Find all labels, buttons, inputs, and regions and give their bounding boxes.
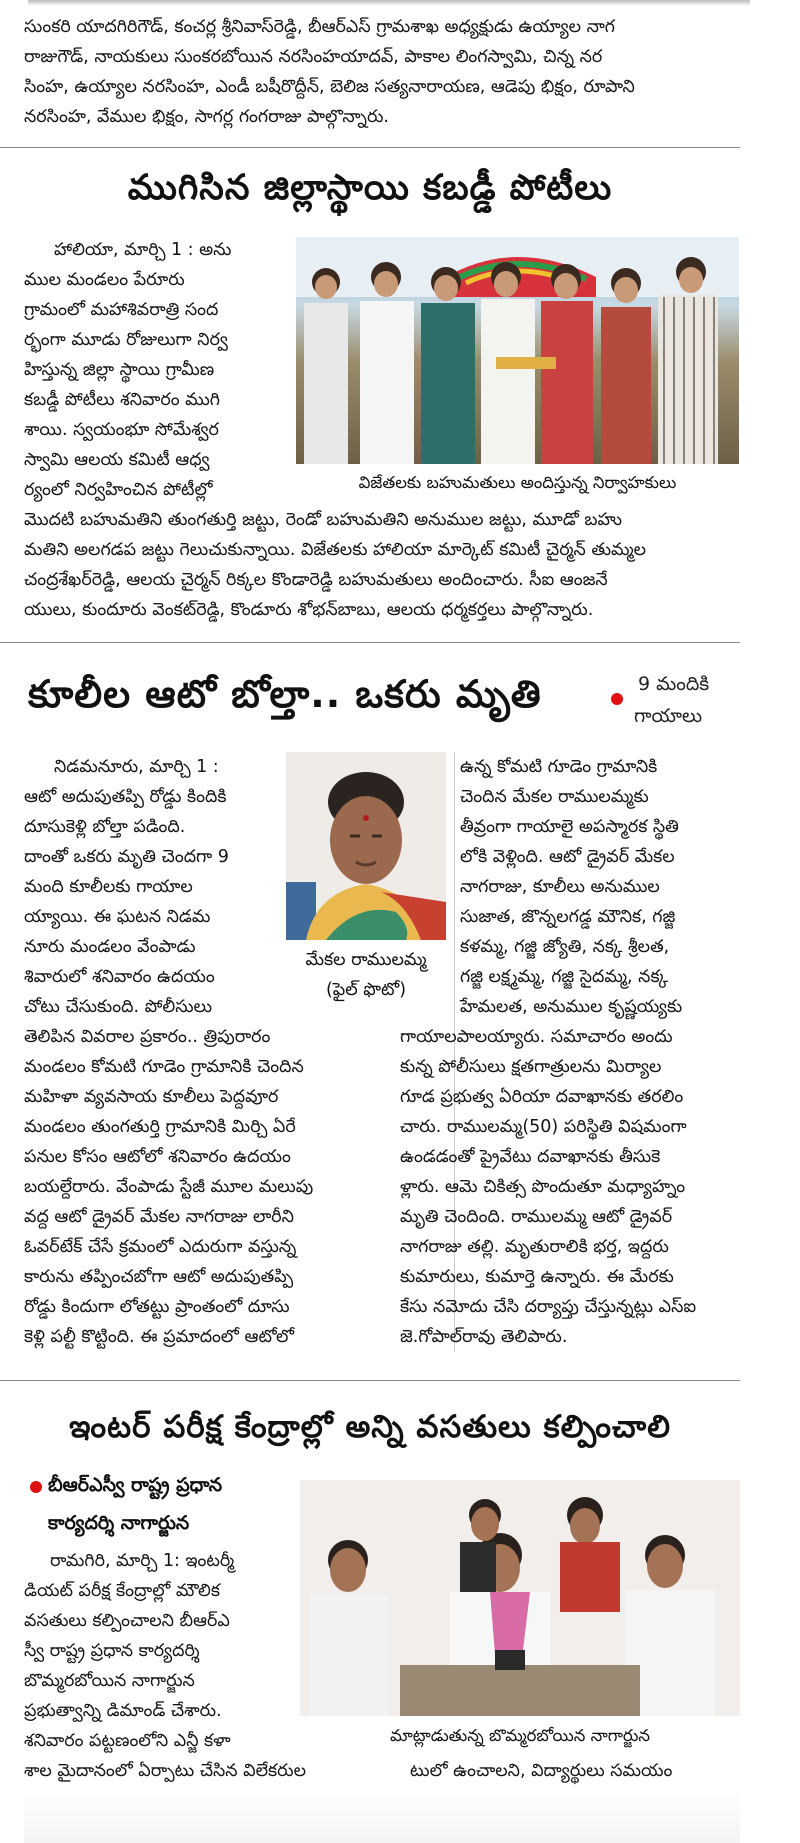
story3-right-line: నాగరాజు తల్లి. మృతురాలికి భర్త, ఇద్దరు bbox=[400, 1237, 669, 1257]
story3-left-full-line: మహిళా వ్యవసాయ కూలీలు పెద్దవూర bbox=[24, 1087, 279, 1107]
story3-right-line: చారు. రాములమ్మ(50) పరిస్థితి విషమంగా bbox=[400, 1117, 687, 1137]
kabaddi-photo-caption: విజేతలకు బహుమతులు అందిస్తున్న నిర్వాహకులు bbox=[358, 473, 677, 492]
story2-col-line: హాలియా, మార్చి 1 : అను bbox=[54, 240, 232, 260]
story3-right-line: గాయాలపాలయ్యారు. సమాచారం అందు bbox=[400, 1027, 673, 1047]
story3-left-full-line: మండలం కోమటి గూడెం గ్రామానికి చెందిన bbox=[24, 1057, 304, 1077]
story4-col-line: రామగిరి, మార్చి 1: ఇంటర్మీ bbox=[50, 1551, 235, 1571]
story3-right-line: చెందిన మేకల రాములమ్మకు bbox=[460, 787, 649, 807]
story2-col-line: స్వామి ఆలయ కమిటీ ఆధ్వ bbox=[24, 450, 210, 470]
story4-col-line: డియట్ పరీక్ష కేంద్రాల్లో మౌలిక bbox=[24, 1581, 220, 1601]
story1-line: రాజుగౌడ్, నాయకులు సుంకరబోయిన నరసింహయాదవ్, పాకాల లింగస్వామి, చిన్న నర bbox=[24, 47, 603, 67]
story3-left-full-line: బయల్దేరారు. వేంపాడు స్టేజీ మూల మలుపు bbox=[24, 1177, 314, 1197]
story2-col-line: శాయి. స్వయంభూ సోమేశ్వర bbox=[24, 420, 219, 440]
photo-illustration bbox=[296, 237, 739, 464]
story3-left-full-line: పనుల కోసం ఆటోలో శనివారం ఉదయం bbox=[24, 1147, 291, 1167]
story3-right-line: లోకి వెళ్లింది. ఆటో డ్రైవర్ మేకల bbox=[460, 847, 675, 867]
bullet-icon bbox=[30, 1481, 42, 1493]
story3-left-line: నిడమనూరు, మార్చి 1 : bbox=[54, 757, 219, 777]
headline-kabaddi: ముగిసిన జిల్లాస్థాయి కబడ్డీ పోటీలు bbox=[127, 168, 613, 208]
story3-right-line: హేమలత, అనుముల కృష్ణయ్యకు bbox=[460, 997, 683, 1017]
story2-col-line: కబడ్డీ పోటీలు శనివారం ముగి bbox=[24, 390, 220, 410]
story3-left-line: చోటు చేసుకుంది. పోలీసులు bbox=[24, 997, 213, 1017]
story2-full-line: యులు, కుందూరు వెంకట్‌రెడ్డి, కొండూరు శోభన్‌బాబు, ఆలయ ధర్మకర్తలు పాల్గొన్నారు. bbox=[24, 600, 594, 620]
story3-left-line: మంది కూలీలకు గాయాల bbox=[24, 877, 193, 897]
story3-right-line: ఉన్న కోమటి గూడెం గ్రామానికి bbox=[460, 757, 658, 777]
story3-left-line: దాంతో ఒకరు మృతి చెందగా 9 bbox=[24, 847, 229, 867]
story4-col-line: బొమ్మరబోయిన నాగార్జున bbox=[24, 1671, 195, 1691]
portrait-illustration bbox=[286, 752, 446, 940]
story1-line: సుంకరి యాదగిరిగౌడ్, కంచర్ల శ్రీనివాస్‌రెడ్డి, బీఆర్ఎస్ గ్రామశాఖ అధ్యక్షుడు ఉయ్యాల నాగ bbox=[24, 17, 615, 37]
press-meet-caption: మాట్లాడుతున్న బొమ్మరబోయిన నాగార్జున bbox=[389, 1726, 651, 1745]
bullet-icon bbox=[611, 693, 623, 705]
story3-left-line: ఆటో అదుపుతప్పి రోడ్డు కిందికి bbox=[24, 787, 227, 807]
story3-right-line: కుమారులు, కుమార్తె ఉన్నారు. ఈ మేరకు bbox=[400, 1267, 674, 1287]
subhead-line2: కార్యదర్శి నాగార్జున bbox=[48, 1512, 190, 1534]
story3-left-line: దూసుకెళ్లి బోల్తా పడింది. bbox=[24, 817, 186, 837]
story4-col-line: ప్రభుత్వాన్ని డిమాండ్ చేశారు. bbox=[24, 1701, 222, 1721]
story2-col-line: గ్రామంలో మహాశివరాత్రి సంద bbox=[24, 300, 219, 320]
section-divider bbox=[0, 147, 740, 148]
section-divider bbox=[0, 642, 740, 643]
victim-caption-line1: మేకల రాములమ్మ bbox=[305, 950, 427, 970]
headline-inter-exam: ఇంటర్ పరీక్ష కేంద్రాల్లో అన్ని వసతులు కల్పించాలి bbox=[69, 1409, 671, 1445]
story3-left-line: య్యాయి. ఈ ఘటన నిడమ bbox=[24, 907, 211, 927]
story4-right-line: టులో ఉంచాలని, విద్యార్థులు సమయం bbox=[410, 1761, 673, 1781]
page-bottom-cut bbox=[24, 1790, 740, 1843]
press-meet-photo bbox=[300, 1480, 740, 1716]
story2-col-line: ర్యంలో నిర్వహించిన పోటీల్లో bbox=[24, 480, 213, 500]
story3-right-line: సుజాత, జొన్నలగడ్డ మౌనిక, గజ్జి bbox=[460, 907, 676, 927]
story3-right-line: కేసు నమోదు చేసి దర్యాప్తు చేస్తున్నట్లు ఎస్ఐ bbox=[400, 1297, 697, 1317]
story3-left-full-line: వద్ద ఆటో డ్రైవర్ మేకల నాగరాజు లారీని bbox=[24, 1207, 294, 1227]
story2-col-line: హిస్తున్న జిల్లా స్థాయి గ్రామీణ bbox=[24, 360, 215, 380]
story3-right-line: మృతి చెందింది. రాములమ్మ ఆటో డ్రైవర్ bbox=[400, 1207, 673, 1227]
story3-left-full-line: రోడ్డు కిందుగా లోతట్టు ప్రాంతంలో దూసు bbox=[24, 1297, 290, 1317]
injured-tag-line2: గాయాలు bbox=[634, 705, 703, 727]
story3-right-line: ళ్లారు. ఆమె చికిత్స పొందుతూ మధ్యాహ్నం bbox=[400, 1177, 686, 1197]
story4-col-line: శనివారం పట్టణంలోని ఎన్జీ కళా bbox=[24, 1731, 231, 1751]
story2-full-line: చంద్రశేఖర్‌రెడ్డి, ఆలయ చైర్మన్ రిక్కల కొండారెడ్డి బహుమతులు అందించారు. సీఐ ఆంజనే bbox=[24, 570, 608, 590]
story2-col-line: ర్భంగా మూడు రోజులుగా నిర్వ bbox=[24, 330, 228, 350]
story3-right-line: ఉండడంతో ప్రైవేటు దవాఖానకు తీసుకె bbox=[400, 1147, 661, 1167]
story1-line: సింహ, ఉయ్యాల నరసింహ, ఎండీ బషీరొద్దీన్, బెలిజ సత్యనారాయణ, ఆడెపు భిక్షం, రూపాని bbox=[24, 77, 635, 97]
story2-col-line: ముల మండలం పేరూరు bbox=[24, 270, 185, 290]
story3-left-full-line: తెలిపిన వివరాల ప్రకారం.. త్రిపురారం bbox=[24, 1027, 271, 1047]
story3-right-line: నాగరాజు, కూలీలు అనుముల bbox=[460, 877, 660, 897]
story3-left-line: శివారులో శనివారం ఉదయం bbox=[24, 967, 215, 987]
story1-line: నరసింహ, వేముల భిక్షం, సాగర్ల గంగరాజు పాల్గొన్నారు. bbox=[24, 107, 389, 127]
section-divider bbox=[0, 1380, 740, 1381]
story3-right-line: గూడ ప్రభుత్వ ఏరియా దవాఖానకు తరలిం bbox=[400, 1087, 684, 1107]
story3-right-line: కళమ్మ, గజ్జి జ్యోతి, నక్క శ్రీలత, bbox=[460, 937, 670, 957]
story2-full-line: మొదటి బహుమతిని తుంగతుర్తి జట్టు, రెండో బహుమతిని అనుముల జట్టు, మూడో బహు bbox=[24, 510, 623, 530]
injured-tag-line1: 9 మందికి bbox=[638, 673, 710, 695]
story4-col-line: శాల మైదానంలో ఏర్పాటు చేసిన విలేకరుల bbox=[24, 1761, 306, 1781]
story2-full-line: మతిని అలగడప జట్టు గెలుచుకున్నాయి. విజేతలకు హాలియా మార్కెట్ కమిటీ చైర్మన్ తుమ్మల bbox=[24, 540, 647, 560]
story3-right-line: కున్న పోలీసులు క్షతగాత్రులను మిర్యాల bbox=[400, 1057, 662, 1077]
subhead-line1: బీఆర్ఎస్వీ రాష్ట్ర ప్రధాన bbox=[48, 1474, 223, 1496]
victim-caption-line2: (ఫైల్ ఫొటో) bbox=[325, 980, 407, 1000]
story3-left-full-line: ఓవర్‌టేక్ చేసే క్రమంలో ఎదురుగా వస్తున్న bbox=[24, 1237, 297, 1257]
story4-col-line: వసతులు కల్పించాలని బీఆర్ఎ bbox=[24, 1611, 230, 1631]
victim-portrait-photo bbox=[286, 752, 446, 940]
kabaddi-prize-photo bbox=[296, 237, 739, 464]
story4-col-line: స్వీ రాష్ట్ర ప్రధాన కార్యదర్శి bbox=[24, 1641, 200, 1661]
story3-left-line: నూరు మండలం వేంపాడు bbox=[24, 937, 196, 957]
story3-left-full-line: కెళ్లి పల్టీ కొట్టింది. ఈ ప్రమాదంలో ఆటోలో bbox=[24, 1327, 295, 1347]
headline-auto-accident: కూలీల ఆటో బోల్తా.. ఒకరు మృతి bbox=[28, 672, 542, 716]
story3-right-line: తీవ్రంగా గాయాలై అపస్మారక స్థితి bbox=[460, 817, 679, 837]
photo-illustration bbox=[300, 1480, 740, 1716]
story3-left-full-line: మండలం తుంగతుర్తి గ్రామానికి మిర్చి ఏరే bbox=[24, 1117, 296, 1137]
story3-right-line: జె.గోపాల్‌రావు తెలిపారు. bbox=[400, 1327, 568, 1347]
story1-top-cut bbox=[28, 0, 750, 6]
story3-right-line: గజ్జి లక్ష్మమ్మ, గజ్జి సైదమ్మ, నక్క bbox=[460, 967, 669, 987]
story3-left-full-line: కారును తప్పించబోగా ఆటో అదుపుతప్పి bbox=[24, 1267, 294, 1287]
